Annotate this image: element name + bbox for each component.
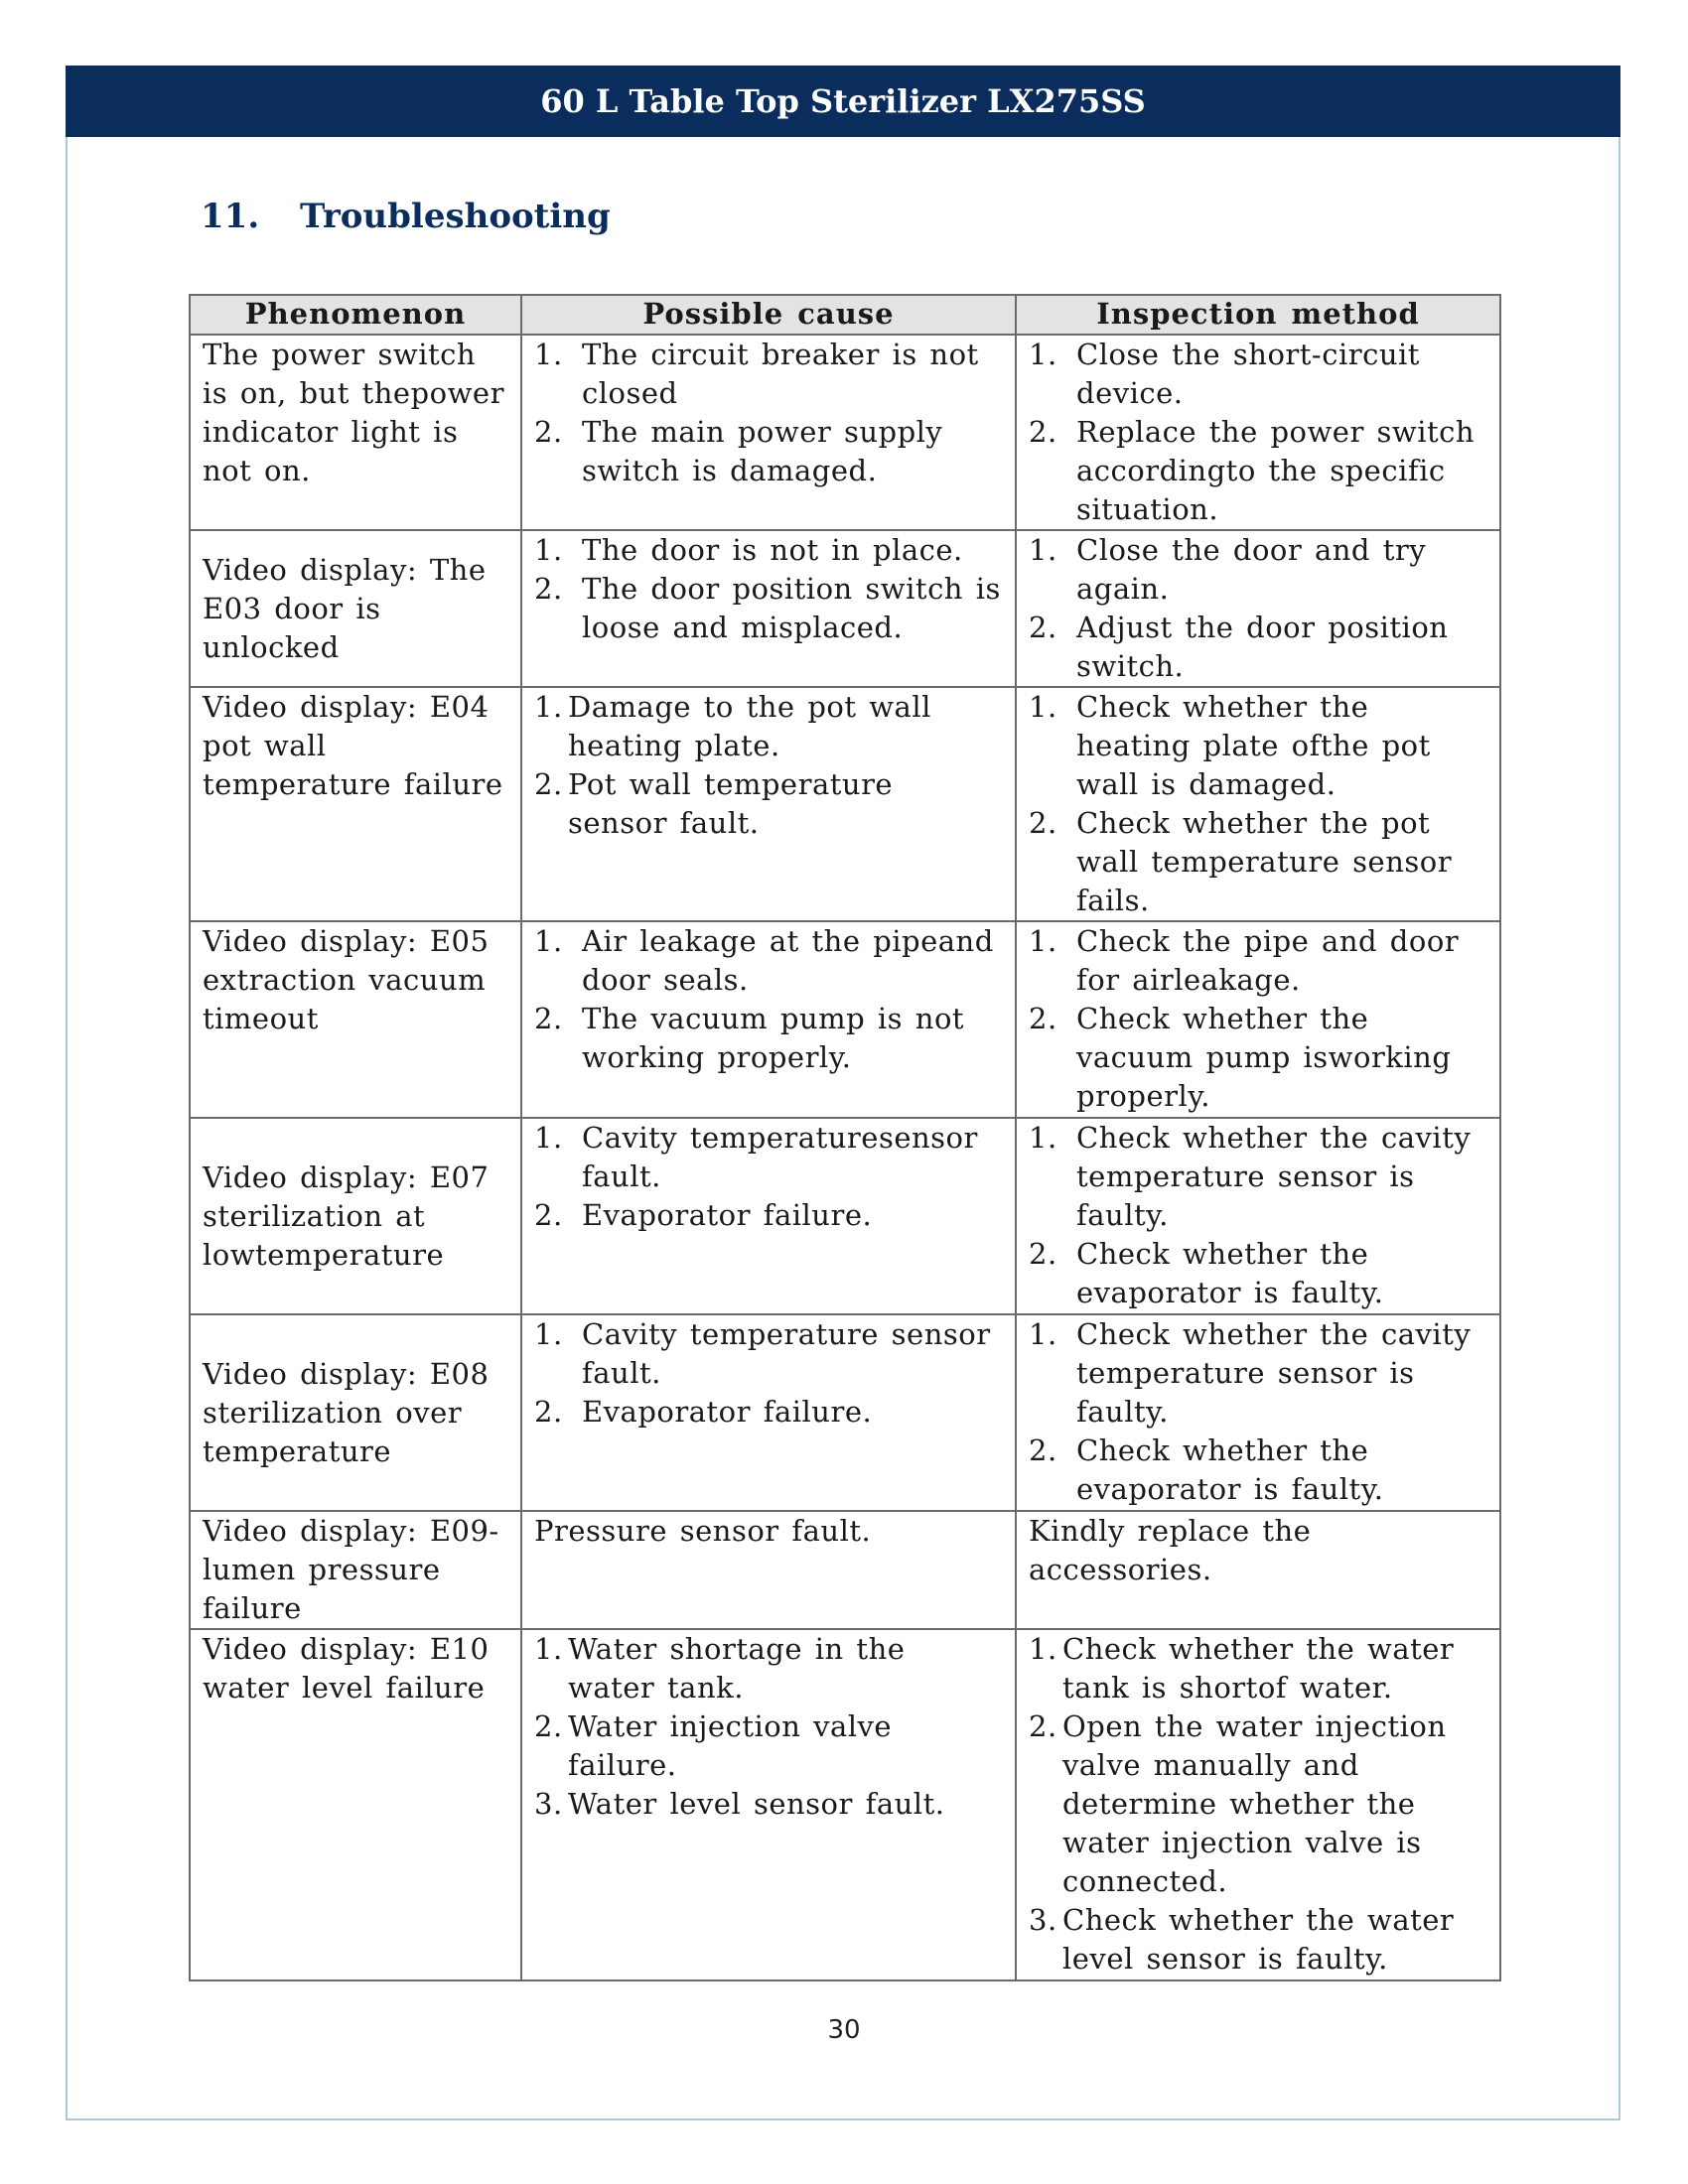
list-item: 3. Water level sensor fault. [534, 1787, 945, 1821]
table-row [190, 530, 1500, 687]
method-list [1029, 531, 1487, 686]
table-row [190, 921, 1500, 1118]
header-title: 60 L Table Top Sterilizer LX275SS [540, 82, 1146, 120]
list-item: 1. Check whether the cavity temperature sensor is faulty. [1029, 1317, 1472, 1429]
method-cell [1016, 335, 1500, 530]
phenomenon-cell: Video display: E08 sterilization over temperature [190, 1314, 521, 1511]
cause-cell [521, 530, 1016, 687]
list-item: 2. Replace the power switch accordingto the specific situation. [1029, 415, 1476, 526]
method-cell [1016, 687, 1500, 921]
table-row [190, 1629, 1500, 1980]
cause-list [534, 1315, 1003, 1432]
table-row [190, 335, 1500, 530]
method-cell [1016, 921, 1500, 1118]
list-item: 2. The main power supply switch is damaged. [534, 415, 943, 487]
section-number: 11. [201, 197, 260, 236]
section-heading [201, 197, 611, 236]
cause-cell [521, 921, 1016, 1118]
cause-cell [521, 335, 1016, 530]
list-item: 1. Check the pipe and door for airleakage. [1029, 924, 1460, 997]
method-list [1029, 1119, 1487, 1312]
method-list [1029, 1315, 1487, 1509]
method-cell [1016, 530, 1500, 687]
list-item: 2. Water injection valve failure. [534, 1709, 893, 1782]
phenomenon-cell: Video display: E10 water level failure [190, 1629, 521, 1980]
list-item: 2. The door position switch is loose and misplaced. [534, 572, 1001, 644]
method-list [1029, 336, 1487, 529]
list-item: 1. Cavity temperature sensor fault. [534, 1317, 991, 1390]
list-item: 2. Check whether the vacuum pump isworking properly. [1029, 1002, 1452, 1113]
cause-list [534, 688, 1003, 843]
phenomenon-cell: Video display: E04 pot wall temperature failure [190, 687, 521, 921]
list-item: 2. Pot wall temperature sensor fault. [534, 767, 894, 840]
list-item: 1. Air leakage at the pipeand door seals. [534, 924, 994, 997]
table-row [190, 1314, 1500, 1511]
cause-cell [521, 1118, 1016, 1314]
table-header-row [190, 295, 1500, 335]
list-item: 1. Damage to the pot wall heating plate. [534, 690, 931, 762]
method-list [1029, 1630, 1487, 1979]
cause-list [534, 922, 1003, 1077]
list-item: 1. Close the short-circuit device. [1029, 338, 1420, 410]
list-item: 1. Cavity temperaturesensor fault. [534, 1121, 978, 1193]
method-cell [1016, 1314, 1500, 1511]
cause-cell [521, 1629, 1016, 1980]
cause-list [534, 1630, 1003, 1824]
phenomenon-cell: The power switch is on, but thepower indicator light is not on. [190, 335, 521, 530]
list-item: 1. Check whether the cavity temperature sensor is faulty. [1029, 1121, 1472, 1232]
phenomenon-cell: Video display: E09-lumen pressure failure [190, 1511, 521, 1629]
list-item: 1. The circuit breaker is not closed [534, 338, 979, 410]
method-list [1029, 688, 1487, 920]
document-header [66, 66, 1620, 137]
method-list [1029, 922, 1487, 1116]
table-row [190, 1118, 1500, 1314]
cause-cell: Pressure sensor fault. [521, 1511, 1016, 1629]
phenomenon-cell: Video display: E07 sterilization at lowtemperature [190, 1118, 521, 1314]
list-item: 2. The vacuum pump is not working properly. [534, 1002, 965, 1074]
method-cell [1016, 1118, 1500, 1314]
page-number: 30 [827, 2015, 861, 2045]
column-header-inspection-method: Inspection method [1016, 295, 1500, 335]
list-item: 2. Open the water injection valve manually and determine whether the water injection valve is connected. [1029, 1709, 1447, 1898]
method-cell: Kindly replace the accessories. [1016, 1511, 1500, 1629]
list-item: 2. Evaporator failure. [534, 1198, 873, 1232]
cause-list [534, 1119, 1003, 1235]
column-header-possible-cause: Possible cause [521, 295, 1016, 335]
cause-cell [521, 687, 1016, 921]
method-cell [1016, 1629, 1500, 1980]
list-item: 1. The door is not in place. [534, 533, 963, 567]
column-header-phenomenon: Phenomenon [190, 295, 521, 335]
list-item: 3. Check whether the water level sensor is faulty. [1029, 1903, 1455, 1976]
list-item: 2. Check whether the pot wall temperature sensor fails. [1029, 806, 1453, 917]
list-item: 1. Water shortage in the water tank. [534, 1632, 906, 1705]
table-row [190, 687, 1500, 921]
list-item: 2. Evaporator failure. [534, 1395, 873, 1429]
list-item: 2. Check whether the evaporator is faulty. [1029, 1237, 1384, 1309]
list-item: 1. Check whether the water tank is shortof water. [1029, 1632, 1455, 1705]
cause-list [534, 336, 1003, 490]
cause-cell [521, 1314, 1016, 1511]
list-item: 2. Adjust the door position switch. [1029, 611, 1449, 683]
list-item: 2. Check whether the evaporator is faulty. [1029, 1433, 1384, 1506]
cause-list [534, 531, 1003, 647]
phenomenon-cell: Video display: The E03 door is unlocked [190, 530, 521, 687]
phenomenon-cell: Video display: E05 extraction vacuum timeout [190, 921, 521, 1118]
table-row [190, 1511, 1500, 1629]
list-item: 1. Close the door and try again. [1029, 533, 1427, 606]
list-item: 1. Check whether the heating plate ofthe pot wall is damaged. [1029, 690, 1431, 801]
troubleshooting-table [189, 294, 1501, 1981]
section-title: Troubleshooting [300, 197, 611, 236]
